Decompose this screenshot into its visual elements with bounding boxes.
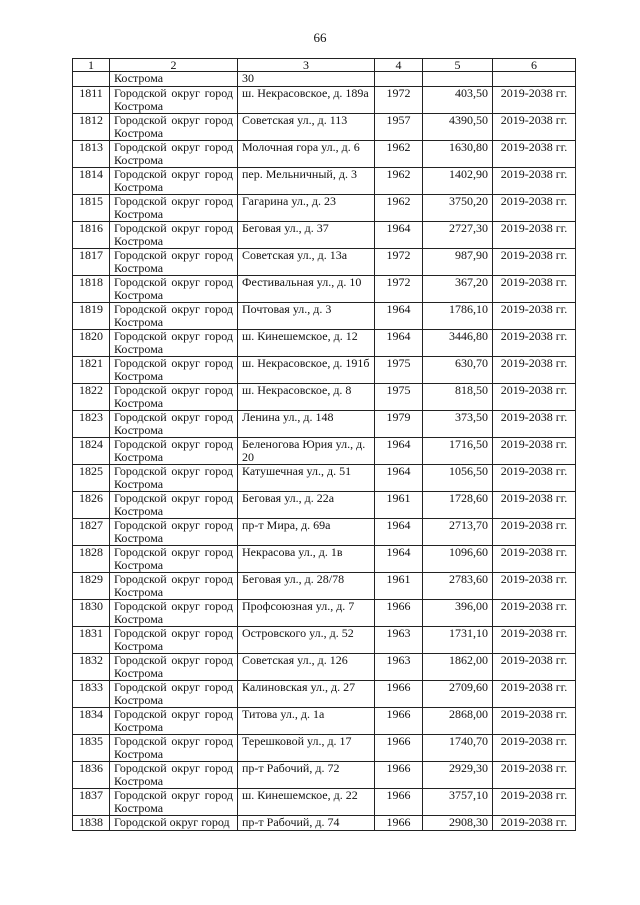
- column-header: 2: [110, 59, 238, 72]
- cell-number: 1822: [73, 384, 110, 411]
- cell-address: Катушечная ул., д. 51: [238, 465, 375, 492]
- cell-number: 1826: [73, 492, 110, 519]
- cell-address: 30: [238, 72, 375, 87]
- cell-period: 2019-2038 гг.: [493, 330, 576, 357]
- cell-address: Советская ул., д. 126: [238, 654, 375, 681]
- cell-area: 3757,10: [423, 789, 493, 816]
- cell-year: 1964: [375, 438, 423, 465]
- cell-period: 2019-2038 гг.: [493, 735, 576, 762]
- cell-period: 2019-2038 гг.: [493, 303, 576, 330]
- cell-municipality: Городской округ город Кострома: [110, 573, 238, 600]
- cell-year: 1972: [375, 276, 423, 303]
- cell-period: 2019-2038 гг.: [493, 357, 576, 384]
- cell-number: 1836: [73, 762, 110, 789]
- cell-year: 1966: [375, 762, 423, 789]
- cell-year: 1961: [375, 573, 423, 600]
- housing-register-table: [72, 58, 576, 831]
- cell-period: 2019-2038 гг.: [493, 762, 576, 789]
- cell-number: 1830: [73, 600, 110, 627]
- cell-area: 1402,90: [423, 168, 493, 195]
- cell-year: 1964: [375, 465, 423, 492]
- cell-area: 818,50: [423, 384, 493, 411]
- cell-address: пр-т Мира, д. 69а: [238, 519, 375, 546]
- cell-area: 630,70: [423, 357, 493, 384]
- cell-period: 2019-2038 гг.: [493, 465, 576, 492]
- column-header: 3: [238, 59, 375, 72]
- table-row: [73, 195, 576, 222]
- cell-area: 2783,60: [423, 573, 493, 600]
- cell-period: 2019-2038 гг.: [493, 222, 576, 249]
- cell-period: 2019-2038 гг.: [493, 411, 576, 438]
- cell-period: 2019-2038 гг.: [493, 573, 576, 600]
- cell-address: ш. Некрасовское, д. 189а: [238, 87, 375, 114]
- cell-period: 2019-2038 гг.: [493, 600, 576, 627]
- cell-address: Некрасова ул., д. 1в: [238, 546, 375, 573]
- cell-period: 2019-2038 гг.: [493, 627, 576, 654]
- column-header: 5: [423, 59, 493, 72]
- cell-period: 2019-2038 гг.: [493, 519, 576, 546]
- cell-number: 1823: [73, 411, 110, 438]
- cell-number: 1820: [73, 330, 110, 357]
- table-row: [73, 654, 576, 681]
- cell-year: [375, 72, 423, 87]
- cell-period: 2019-2038 гг.: [493, 384, 576, 411]
- cell-year: 1966: [375, 735, 423, 762]
- cell-municipality: Городской округ город Кострома: [110, 438, 238, 465]
- cell-address: пр-т Рабочий, д. 72: [238, 762, 375, 789]
- cell-period: 2019-2038 гг.: [493, 438, 576, 465]
- column-header: 6: [493, 59, 576, 72]
- cell-number: 1832: [73, 654, 110, 681]
- cell-address: ш. Кинешемское, д. 12: [238, 330, 375, 357]
- table-row: [73, 87, 576, 114]
- cell-address: Островского ул., д. 52: [238, 627, 375, 654]
- cell-year: 1964: [375, 222, 423, 249]
- cell-area: 2727,30: [423, 222, 493, 249]
- cell-municipality: Городской округ город Кострома: [110, 303, 238, 330]
- cell-area: 3446,80: [423, 330, 493, 357]
- cell-address: Беговая ул., д. 37: [238, 222, 375, 249]
- cell-area: 2713,70: [423, 519, 493, 546]
- cell-municipality: Городской округ город Кострома: [110, 789, 238, 816]
- cell-year: 1975: [375, 384, 423, 411]
- cell-municipality: Городской округ город Кострома: [110, 762, 238, 789]
- cell-number: 1811: [73, 87, 110, 114]
- table-row: [73, 330, 576, 357]
- cell-year: 1966: [375, 816, 423, 831]
- cell-number: 1824: [73, 438, 110, 465]
- table-row: [73, 519, 576, 546]
- table-row: [73, 249, 576, 276]
- cell-year: 1962: [375, 141, 423, 168]
- column-header: 4: [375, 59, 423, 72]
- cell-period: 2019-2038 гг.: [493, 789, 576, 816]
- table-row: [73, 681, 576, 708]
- cell-year: 1966: [375, 789, 423, 816]
- cell-address: Молочная гора ул., д. 6: [238, 141, 375, 168]
- cell-number: [73, 72, 110, 87]
- cell-municipality: Городской округ город Кострома: [110, 708, 238, 735]
- cell-year: 1962: [375, 195, 423, 222]
- table-row: [73, 546, 576, 573]
- cell-area: 3750,20: [423, 195, 493, 222]
- cell-address: пер. Мельничный, д. 3: [238, 168, 375, 195]
- cell-area: [423, 72, 493, 87]
- table-row: [73, 708, 576, 735]
- table-row: [73, 114, 576, 141]
- cell-year: 1964: [375, 546, 423, 573]
- table-row: [73, 384, 576, 411]
- cell-period: 2019-2038 гг.: [493, 249, 576, 276]
- table-row: [73, 627, 576, 654]
- cell-address: Фестивальная ул., д. 10: [238, 276, 375, 303]
- cell-period: 2019-2038 гг.: [493, 681, 576, 708]
- cell-period: 2019-2038 гг.: [493, 141, 576, 168]
- cell-year: 1972: [375, 249, 423, 276]
- table-row: [73, 762, 576, 789]
- cell-number: 1837: [73, 789, 110, 816]
- cell-period: 2019-2038 гг.: [493, 87, 576, 114]
- cell-municipality: Городской округ город Кострома: [110, 681, 238, 708]
- cell-number: 1814: [73, 168, 110, 195]
- cell-address: пр-т Рабочий, д. 74: [238, 816, 375, 831]
- table-row: [73, 573, 576, 600]
- cell-year: 1979: [375, 411, 423, 438]
- cell-address: ш. Некрасовское, д. 8: [238, 384, 375, 411]
- cell-municipality: Городской округ город Кострома: [110, 519, 238, 546]
- cell-year: 1962: [375, 168, 423, 195]
- cell-address: ш. Некрасовское, д. 191б: [238, 357, 375, 384]
- cell-address: Почтовая ул., д. 3: [238, 303, 375, 330]
- cell-area: 987,90: [423, 249, 493, 276]
- cell-year: 1957: [375, 114, 423, 141]
- cell-year: 1963: [375, 627, 423, 654]
- cell-number: 1815: [73, 195, 110, 222]
- table-row: [73, 789, 576, 816]
- cell-area: 396,00: [423, 600, 493, 627]
- cell-number: 1818: [73, 276, 110, 303]
- cell-address: Титова ул., д. 1а: [238, 708, 375, 735]
- cell-area: 4390,50: [423, 114, 493, 141]
- cell-area: 367,20: [423, 276, 493, 303]
- cell-municipality: Городской округ город Кострома: [110, 627, 238, 654]
- cell-municipality: Городской округ город Кострома: [110, 492, 238, 519]
- cell-municipality: Городской округ город Кострома: [110, 195, 238, 222]
- cell-number: 1816: [73, 222, 110, 249]
- cell-municipality: Городской округ город Кострома: [110, 384, 238, 411]
- cell-year: 1975: [375, 357, 423, 384]
- cell-number: 1828: [73, 546, 110, 573]
- table-row: [73, 141, 576, 168]
- cell-period: 2019-2038 гг.: [493, 816, 576, 831]
- cell-area: 1740,70: [423, 735, 493, 762]
- cell-municipality: Городской округ город Кострома: [110, 168, 238, 195]
- table-row: [73, 438, 576, 465]
- table-row: [73, 168, 576, 195]
- cell-address: Беленогова Юрия ул., д. 20: [238, 438, 375, 465]
- cell-year: 1963: [375, 654, 423, 681]
- cell-area: 1731,10: [423, 627, 493, 654]
- cell-address: Советская ул., д. 113: [238, 114, 375, 141]
- column-number-row: [73, 59, 576, 72]
- cell-address: Беговая ул., д. 22а: [238, 492, 375, 519]
- table-row: [73, 222, 576, 249]
- cell-number: 1833: [73, 681, 110, 708]
- cell-year: 1964: [375, 330, 423, 357]
- table-row: [73, 600, 576, 627]
- cell-municipality: Городской округ город Кострома: [110, 114, 238, 141]
- cell-number: 1835: [73, 735, 110, 762]
- cell-address: Терешковой ул., д. 17: [238, 735, 375, 762]
- cell-number: 1819: [73, 303, 110, 330]
- cell-area: 1096,60: [423, 546, 493, 573]
- cell-municipality: Городской округ город Кострома: [110, 600, 238, 627]
- cell-area: 403,50: [423, 87, 493, 114]
- table-row: [73, 357, 576, 384]
- cell-area: 2868,00: [423, 708, 493, 735]
- cell-address: Беговая ул., д. 28/78: [238, 573, 375, 600]
- cell-year: 1966: [375, 681, 423, 708]
- cell-municipality: Городской округ город Кострома: [110, 546, 238, 573]
- cell-address: Советская ул., д. 13а: [238, 249, 375, 276]
- cell-number: 1827: [73, 519, 110, 546]
- cell-year: 1964: [375, 303, 423, 330]
- cell-municipality: Городской округ город: [110, 816, 238, 831]
- column-header: 1: [73, 59, 110, 72]
- cell-number: 1821: [73, 357, 110, 384]
- cell-municipality: Городской округ город Кострома: [110, 249, 238, 276]
- cell-number: 1834: [73, 708, 110, 735]
- cell-number: 1817: [73, 249, 110, 276]
- cell-municipality: Городской округ город Кострома: [110, 735, 238, 762]
- table-row: [73, 303, 576, 330]
- cell-area: 1630,80: [423, 141, 493, 168]
- cell-number: 1829: [73, 573, 110, 600]
- table-row: [73, 735, 576, 762]
- cell-area: 2709,60: [423, 681, 493, 708]
- cell-number: 1838: [73, 816, 110, 831]
- table-row: [73, 465, 576, 492]
- cell-municipality: Городской округ город Кострома: [110, 465, 238, 492]
- cell-area: 1056,50: [423, 465, 493, 492]
- cell-area: 1716,50: [423, 438, 493, 465]
- cell-number: 1813: [73, 141, 110, 168]
- cell-number: 1825: [73, 465, 110, 492]
- cell-year: 1966: [375, 708, 423, 735]
- cell-period: 2019-2038 гг.: [493, 114, 576, 141]
- cell-year: 1966: [375, 600, 423, 627]
- cell-period: [493, 72, 576, 87]
- cell-area: 1728,60: [423, 492, 493, 519]
- cell-address: Калиновская ул., д. 27: [238, 681, 375, 708]
- page-number: 66: [313, 30, 327, 45]
- table-row: [73, 492, 576, 519]
- cell-year: 1964: [375, 519, 423, 546]
- cell-period: 2019-2038 гг.: [493, 168, 576, 195]
- cell-area: 2929,30: [423, 762, 493, 789]
- cell-area: 373,50: [423, 411, 493, 438]
- cell-period: 2019-2038 гг.: [493, 708, 576, 735]
- cell-number: 1812: [73, 114, 110, 141]
- cell-address: Профсоюзная ул., д. 7: [238, 600, 375, 627]
- cell-address: ш. Кинешемское, д. 22: [238, 789, 375, 816]
- cell-period: 2019-2038 гг.: [493, 195, 576, 222]
- cell-period: 2019-2038 гг.: [493, 276, 576, 303]
- cell-municipality: Городской округ город Кострома: [110, 654, 238, 681]
- table-row: [73, 411, 576, 438]
- cell-period: 2019-2038 гг.: [493, 492, 576, 519]
- cell-number: 1831: [73, 627, 110, 654]
- cell-municipality: Городской округ город Кострома: [110, 87, 238, 114]
- cell-year: 1972: [375, 87, 423, 114]
- cell-municipality: Городской округ город Кострома: [110, 141, 238, 168]
- cell-address: Ленина ул., д. 148: [238, 411, 375, 438]
- table-row: [73, 276, 576, 303]
- cell-area: 1786,10: [423, 303, 493, 330]
- cell-area: 1862,00: [423, 654, 493, 681]
- cell-address: Гагарина ул., д. 23: [238, 195, 375, 222]
- cell-municipality: Городской округ город Кострома: [110, 411, 238, 438]
- cell-area: 2908,30: [423, 816, 493, 831]
- cell-municipality: Городской округ город Кострома: [110, 330, 238, 357]
- continuation-row: [73, 72, 576, 87]
- cell-period: 2019-2038 гг.: [493, 654, 576, 681]
- cell-municipality: Городской округ город Кострома: [110, 357, 238, 384]
- cell-municipality: Городской округ город Кострома: [110, 222, 238, 249]
- cell-municipality: Городской округ город Кострома: [110, 276, 238, 303]
- table-row: [73, 816, 576, 831]
- cell-municipality: Кострома: [110, 72, 238, 87]
- cell-year: 1961: [375, 492, 423, 519]
- cell-period: 2019-2038 гг.: [493, 546, 576, 573]
